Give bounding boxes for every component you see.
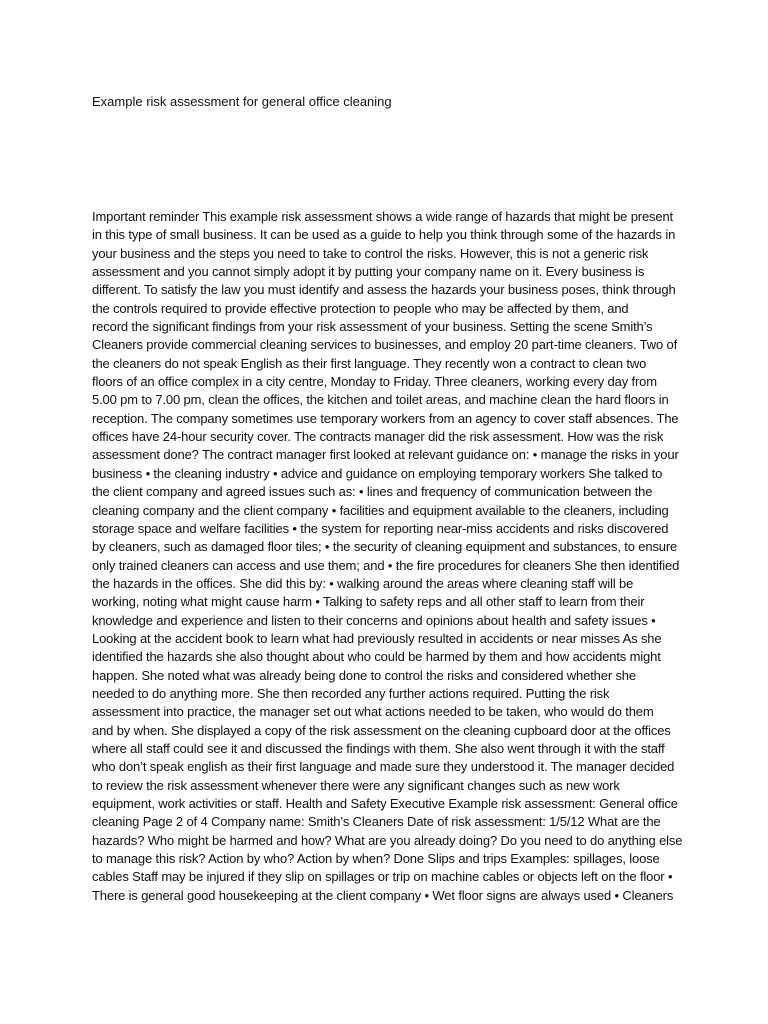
- body-text-line: needed to do anything more. She then recorded any further actions required. Putting the risk: [92, 685, 610, 701]
- body-text-line: who don’t speak english as their first language and made sure they understood it. The manager decided: [92, 759, 675, 775]
- body-text-line: the cleaners do not speak English as their first language. They recently won a contract to clean two: [92, 355, 647, 371]
- body-text-line: your business and the steps you need to take to control the risks. However, this is not a generic risk: [92, 245, 649, 261]
- body-text-line: equipment, work activities or staff. Health and Safety Executive Example risk assessment: General office: [92, 796, 678, 811]
- body-text-line: where all staff could see it and discussed the findings with them. She also went through it with the staff: [92, 740, 665, 756]
- body-text-line: record the significant findings from your risk assessment of your business. Setting the scene Smith’s: [92, 319, 653, 335]
- body-text-line: hazards? Who might be harmed and how? What are you already doing? Do you need to do anything else: [92, 832, 683, 848]
- body-text-line: There is general good housekeeping at the client company • Wet floor signs are always used • Cleaners: [92, 887, 674, 903]
- body-text-line: business • the cleaning industry • advice and guidance on employing temporary workers She talked to: [92, 465, 663, 481]
- body-text-line: and by when. She displayed a copy of the risk assessment on the cleaning cupboard door at the offices: [92, 722, 671, 738]
- body-text-line: the controls required to provide effective protection to people who may be affected by them, and: [92, 300, 629, 316]
- body-text-line: assessment into practice, the manager set out what actions needed to be taken, who would do them: [92, 704, 654, 720]
- body-text-line: offices have 24-hour security cover. The contracts manager did the risk assessment. How was the risk: [92, 429, 664, 445]
- body-text-line: Important reminder This example risk assessment shows a wide range of hazards that might be present: [92, 209, 674, 224]
- body-text-line: different. To satisfy the law you must identify and assess the hazards your business poses, think through: [92, 282, 676, 298]
- document-body: [92, 208, 692, 905]
- body-text-line: assessment and you cannot simply adopt it by putting your company name on it. Every business is: [92, 264, 645, 280]
- body-text-line: cleaning company and the client company • facilities and equipment available to the cleaners, including: [92, 502, 669, 518]
- body-text-line: by cleaners, such as damaged floor tiles; • the security of cleaning equipment and substances, to ensure: [92, 539, 678, 555]
- body-text-line: knowledge and experience and listen to their concerns and opinions about health and safety issues •: [92, 612, 656, 628]
- body-text-line: in this type of small business. It can be used as a guide to help you think through some of the hazards in: [92, 227, 676, 243]
- body-text-line: floors of an office complex in a city centre, Monday to Friday. Three cleaners, working every day from: [92, 374, 657, 390]
- body-text-line: only trained cleaners can access and use them; and • the fire procedures for cleaners She then identified: [92, 557, 680, 573]
- body-text-line: storage space and welfare facilities • the system for reporting near-miss accidents and risks discovered: [92, 520, 669, 536]
- body-text-line: 5.00 pm to 7.00 pm, clean the offices, the kitchen and toilet areas, and machine clean the hard floors in: [92, 392, 669, 408]
- body-text-line: Cleaners provide commercial cleaning services to businesses, and employ 20 part-time cleaners. Two of: [92, 337, 678, 353]
- body-text-line: cables Staff may be injured if they slip on spillages or trip on machine cables or objects left on the floor •: [92, 869, 673, 885]
- body-text-line: to review the risk assessment whenever there were any significant changes such as new work: [92, 777, 620, 793]
- body-text-line: working, noting what might cause harm • Talking to safety reps and all other staff to learn from their: [92, 594, 645, 610]
- body-text-line: assessment done? The contract manager first looked at relevant guidance on: • manage the risks in your: [92, 447, 679, 463]
- body-text-line: to manage this risk? Action by who? Action by when? Done Slips and trips Examples: spillages, loose: [92, 851, 660, 867]
- body-text-line: the client company and agreed issues such as: • lines and frequency of communication between the: [92, 484, 653, 500]
- body-text-line: reception. The company sometimes use temporary workers from an agency to cover staff absences. The: [92, 410, 679, 426]
- body-text-line: happen. She noted what was already being done to control the risks and considered whether she: [92, 667, 636, 683]
- body-text-line: identified the hazards she also thought about who could be harmed by them and how accidents might: [92, 649, 661, 665]
- document-title: Example risk assessment for general office cleaning: [92, 94, 392, 109]
- body-text-line: Looking at the accident book to learn what had previously resulted in accidents or near misses As she: [92, 630, 662, 646]
- body-text-line: cleaning Page 2 of 4 Company name: Smith’s Cleaners Date of risk assessment: 1/5/12 What are the: [92, 814, 661, 830]
- body-text-line: the hazards in the offices. She did this by: • walking around the areas where cleaning staff will be: [92, 575, 634, 591]
